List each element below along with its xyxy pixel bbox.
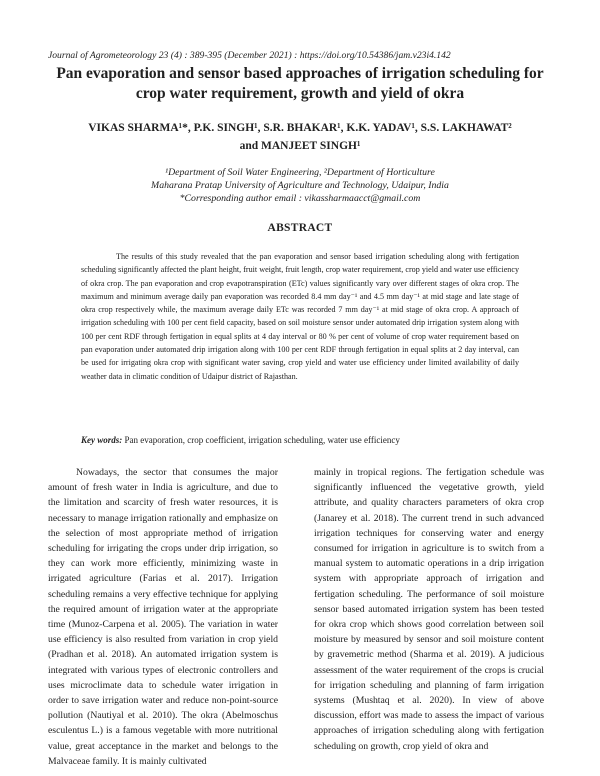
corresponding-author: *Corresponding author email : vikassharmaacct@gmail.com (179, 193, 421, 204)
authors-line-1: VIKAS SHARMA¹*, P.K. SINGH¹, S.R. BHAKAR¹, K.K. YADAV¹, S.S. LAKHAWAT² (88, 122, 512, 134)
abstract-heading: ABSTRACT (267, 222, 333, 234)
abstract-body: The results of this study revealed that the pan evaporation and sensor based irrigation scheduling along with fertigation scheduling significantly affected the plant height, fruit weight, fruit length, crop water requirement, crop yield and water use efficiency of okra crop. The pan evaporation and crop evapotranspiration (ETc) values significantly vary over different stages of okra crop. The maximum and minimum average daily pan evaporation was recorded 8.4 mm day⁻¹ and 4.5 mm day⁻¹ at mid stage and late stage of okra crop respectively while, the maximum average daily ETc was recorded 7 mm day⁻¹ at mid stage of okra crop. A approach of irrigation scheduling with 100 per cent field capacity, based on soil moisture sensor under automated drip irrigation system along with 100 per cent RDF through fertigation in equal splits at 4 day interval or 80 % per cent of volume of crop water requirement based on pan evaporation under automated drip irrigation along with 100 per cent RDF through fertigation in equal splits at 2 day interval, can be used for irrigating okra crop with significant water saving, crop yield and water use efficiency under limited availability of daily weather data in climatic condition of Udaipur district of Rajasthan. (81, 252, 519, 381)
paper-title: Pan evaporation and sensor based approaches of irrigation scheduling for crop water requirement, growth and yield of okra (56, 65, 544, 102)
body-column-left: Nowadays, the sector that consumes the major amount of fresh water in India is agriculture, and due to the limitation and scarcity of fresh water resources, it is necessary to manage irrigation rationally and emphasize on the selection of most appropriate method of irrigation scheduling for irrigating the crops under drip irrigation, so they can work more efficiently, minimizing waste in irrigated agriculture (Farias et al. 2017). Irrigation scheduling remains a very effective technique for applying the required amount of irrigation water at the appropriate time (Munoz-Carpena et al. 2005). The variation in water use efficiency is also resulted from variation in crop yield (Pradhan et al. 2018). An automated irrigation system is integrated with various types of electronic controllers and uses microclimate data to schedule water irrigation in order to save irrigation water and reduce non-point-source pollution (Nautiyal et al. 2010). The okra (Abelmoschus esculentus L.) is a famous vegetable with more nutritional value, great acceptance in the market and belongs to the Malvaceae family. It is mainly cultivated (48, 467, 278, 767)
affiliations (40, 166, 560, 205)
keywords-label: Key words: (81, 435, 123, 445)
body-column-right: mainly in tropical regions. The fertigation schedule was significantly influenced the vegetative growth, yield attribute, and quality characters parameters of okra crop (Janarey et al. 2018). The current trend in such advanced irrigation techniques for conserving water and energy consumed for irrigation in agriculture is to switch from a manual system to automatic operations in a drip irrigation system with appropriate approach of irrigation and fertigation scheduling. The performance of soil moisture sensor based automated irrigation system has been tested for okra crop which shows good correlation between soil moisture by measured by sensor and soil moisture content by gravemetric method (Sharma et al. 2019). A judicious assessment of the water requirement of the crops is crucial for irrigation scheduling and planning of farm irrigation systems (Mushtaq et al. 2020). In view of above discussion, effort was made to assess the impact of various approaches of irrigation scheduling along with fertigation scheduling on growth, crop yield of okra and (314, 467, 544, 752)
keywords-list: Pan evaporation, crop coefficient, irrigation scheduling, water use efficiency (122, 435, 400, 445)
affiliation-departments: ¹Department of Soil Water Engineering, ²Department of Horticulture (165, 167, 435, 178)
author-list (40, 119, 560, 155)
journal-citation: Journal of Agrometeorology 23 (4) : 389-395 (December 2021) : https://doi.org/10.54386/jam.v23i4.142 (48, 50, 451, 61)
authors-line-2: and MANJEET SINGH¹ (239, 140, 361, 152)
keywords (81, 435, 519, 445)
affiliation-university: Maharana Pratap University of Agriculture and Technology, Udaipur, India (151, 180, 449, 191)
